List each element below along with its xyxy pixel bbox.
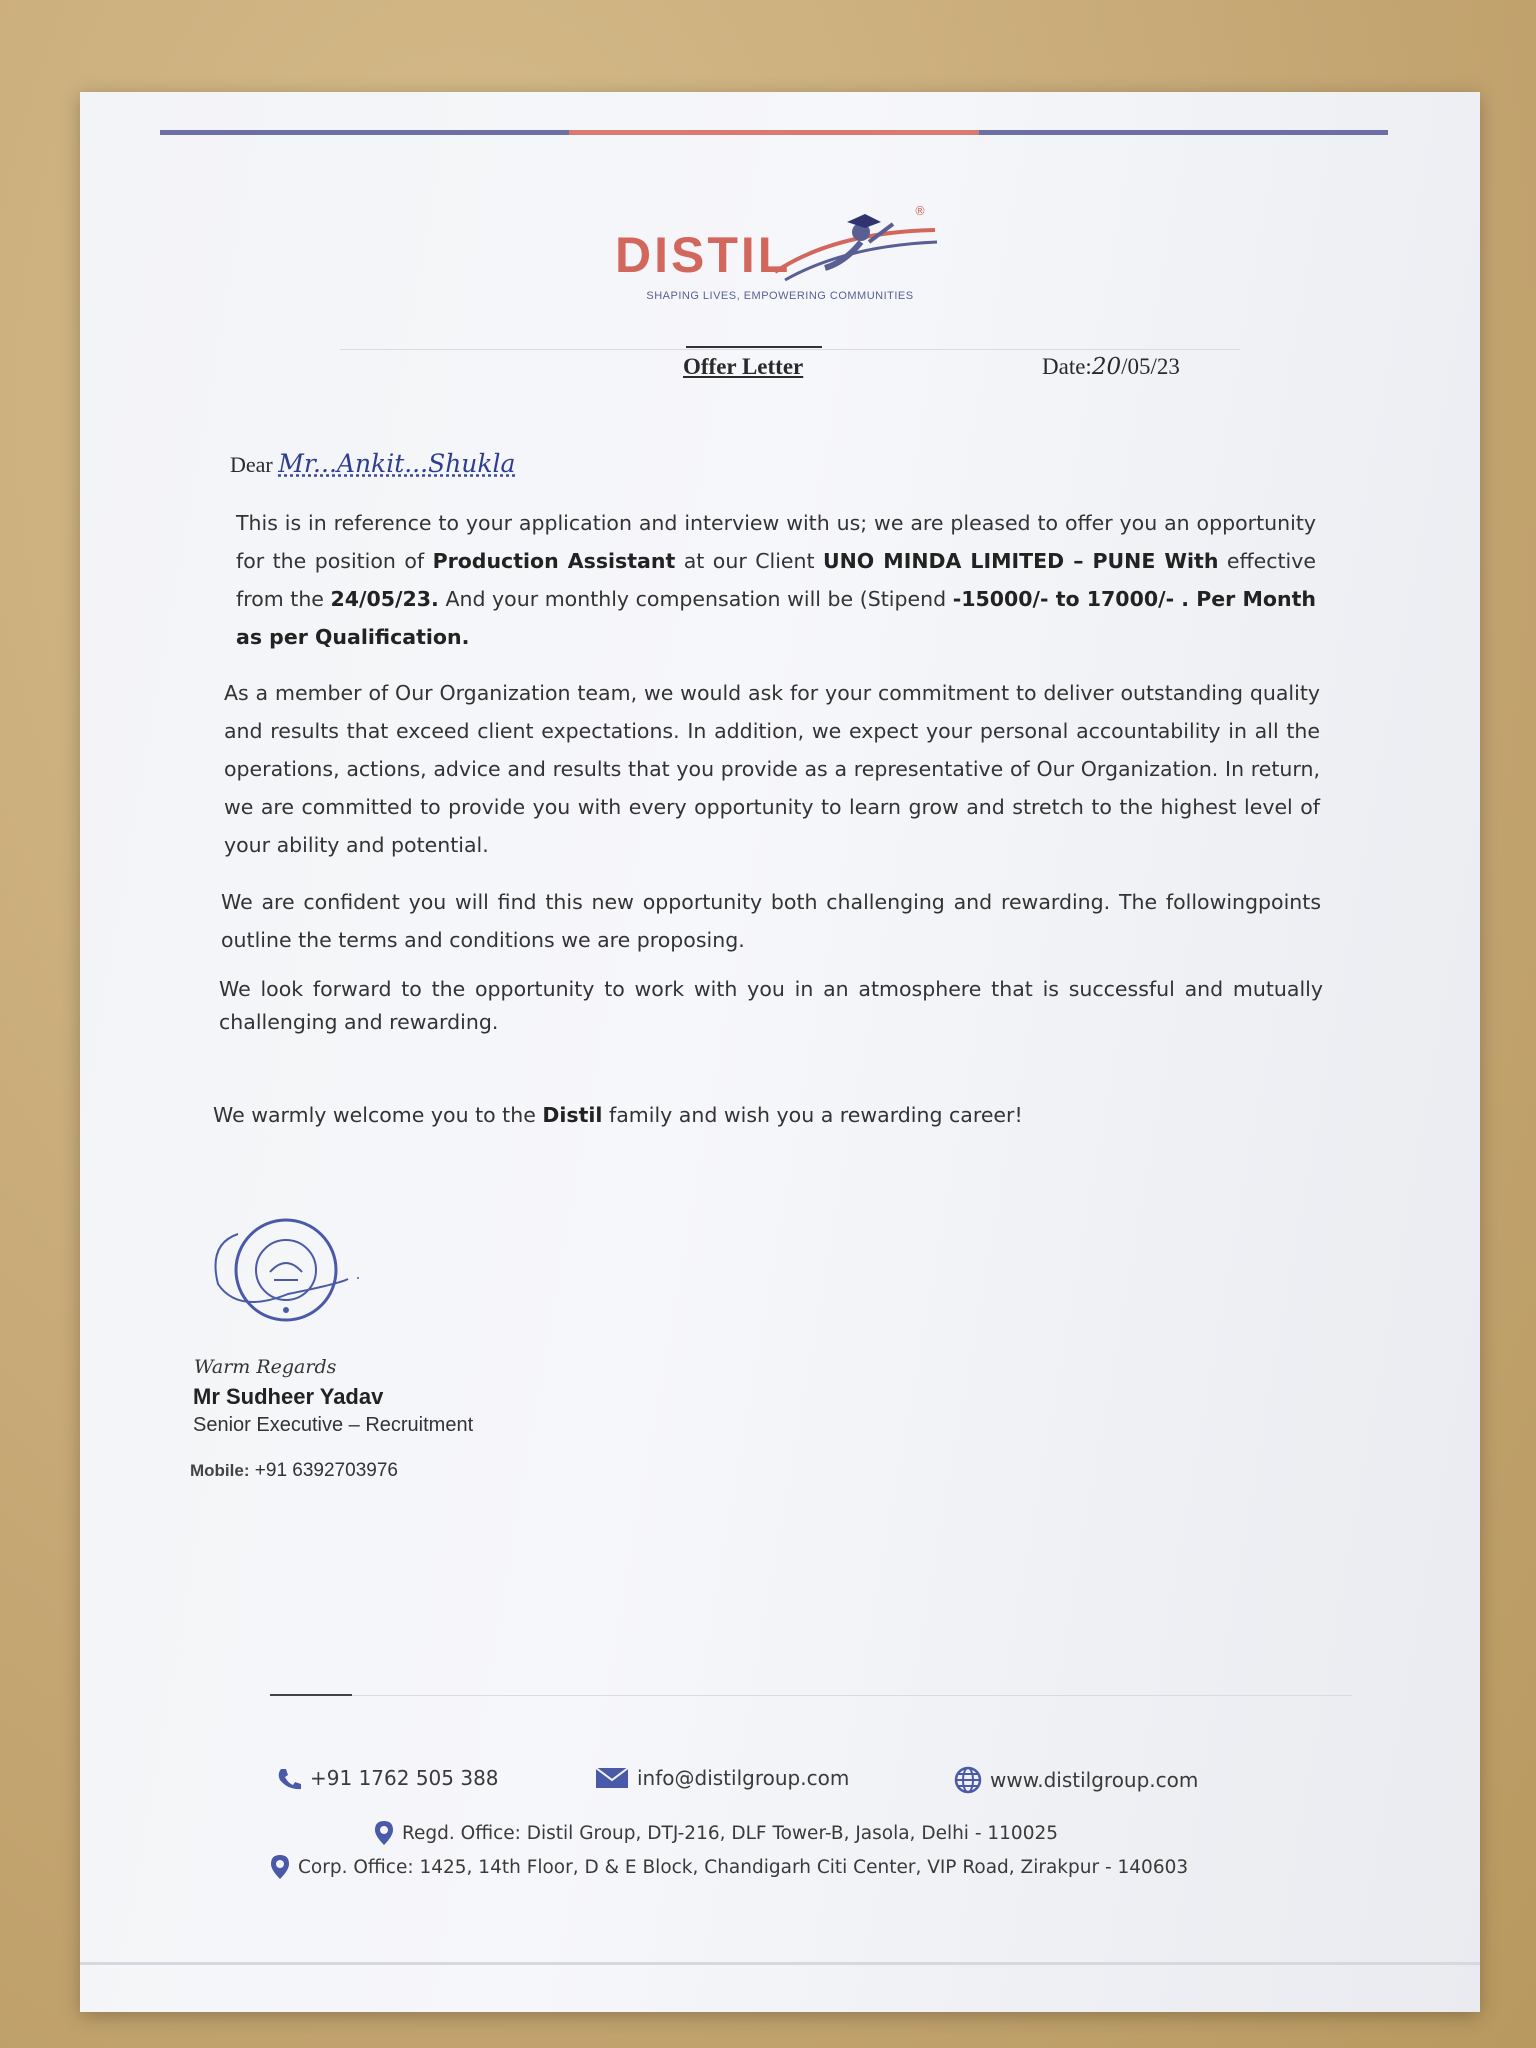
letter-date: Date:20/05/23 xyxy=(1042,354,1180,380)
footer-website: www.distilgroup.com xyxy=(954,1766,1198,1794)
logo-tagline: SHAPING LIVES, EMPOWERING COMMUNITIES xyxy=(646,290,914,302)
footer-phone: +91 1762 505 388 xyxy=(276,1766,499,1790)
company-seal-stamp xyxy=(198,1214,368,1326)
signer-designation: Senior Executive – Recruitment xyxy=(193,1414,474,1436)
position-title: Production Assistant xyxy=(432,549,676,573)
date-handwritten-day: 20 xyxy=(1091,354,1122,380)
footer-email: info@distilgroup.com xyxy=(595,1766,849,1790)
distil-logo xyxy=(615,202,945,312)
title-overline xyxy=(686,346,822,348)
paragraph-confidence: We are confident you will find this new opportunity both challenging and rewarding. The followingpoints outline the terms and conditions we are proposing. xyxy=(221,890,1321,952)
registered-mark: ® xyxy=(914,204,926,218)
paragraph-offer: This is in reference to your application and interview with us; we are pleased to offer you an opportunity for the position of Production Assistant at our Client UNO MINDA LIMITED – PUNE With effective from the 24/05/23. And your monthly compensation will be (Stipend -15000/- to 17000/- . Per Month as per Qualification. xyxy=(236,511,1316,649)
salutation: Dear Mr...Ankit...Shukla xyxy=(230,449,516,478)
footer-divider xyxy=(352,1695,1352,1696)
location-pin-icon xyxy=(374,1820,394,1846)
header-color-rule xyxy=(160,130,1388,135)
header-divider xyxy=(340,349,1240,350)
signer-name: Mr Sudheer Yadav xyxy=(193,1384,384,1409)
phone-icon xyxy=(276,1766,302,1790)
globe-icon xyxy=(954,1766,982,1794)
closing-warm-regards: Warm Regards xyxy=(194,1356,337,1378)
recipient-name-handwritten: Mr...Ankit...Shukla xyxy=(278,449,516,478)
footer-regd-office: Regd. Office: Distil Group, DTJ-216, DLF Tower-B, Jasola, Delhi - 110025 xyxy=(374,1820,1058,1846)
letter-title: Offer Letter xyxy=(683,354,804,379)
stipend-amount: -15000/- to 17000/- . Per Month as per Qualification. xyxy=(236,587,1316,649)
logo-wordmark: DISTIL xyxy=(615,227,792,283)
company-name: Distil xyxy=(542,1103,603,1127)
footer-corp-office: Corp. Office: 1425, 14th Floor, D & E Block, Chandigarh Citi Center, VIP Road, Zirakpur - 140603 xyxy=(270,1854,1188,1880)
signer-mobile: Mobile: +91 6392703976 xyxy=(190,1460,398,1481)
mail-icon xyxy=(595,1766,629,1790)
start-date: 24/05/23. xyxy=(330,587,439,611)
offer-letter-page xyxy=(80,92,1480,2012)
page-bottom-edge xyxy=(80,1962,1480,1965)
location-pin-icon xyxy=(270,1854,290,1880)
client-name: UNO MINDA LIMITED – PUNE With xyxy=(823,549,1219,573)
paragraph-look-forward: We look forward to the opportunity to work with you in an atmosphere that is successful and mutually challenging and rewarding. xyxy=(219,977,1323,1034)
paragraph-welcome: We warmly welcome you to the Distil family and wish you a rewarding career! xyxy=(213,1103,1023,1127)
paragraph-commitment: As a member of Our Organization team, we would ask for your commitment to deliver outstanding quality and results that exceed client expectations. In addition, we expect your personal accountability in all the operations, actions, advice and results that you provide as a representative of Our Organization. In return, we are committed to provide you with every opportunity to learn grow and stretch to the highest level of your ability and potential. xyxy=(224,681,1320,857)
footer-accent-rule xyxy=(270,1694,352,1696)
